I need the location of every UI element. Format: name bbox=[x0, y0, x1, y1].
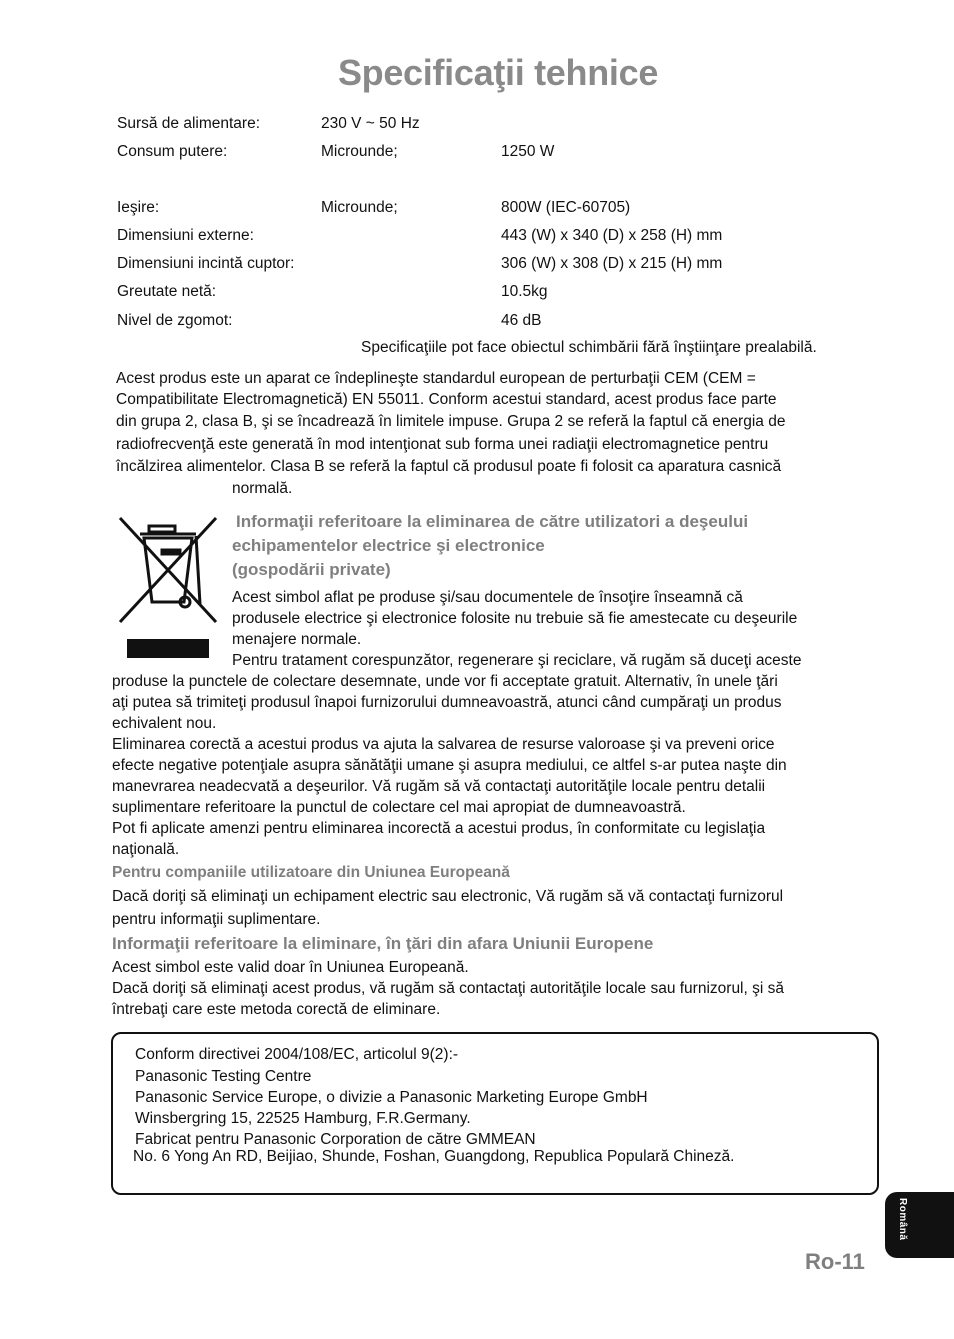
text-line: încălzirea alimentelor. Clasa B se referă la faptul că produsul poate fi folosit ca aparatura casnică bbox=[116, 458, 782, 475]
conform-line: Winsbergring 15, 22525 Hamburg, F.R.Germany. bbox=[135, 1110, 471, 1127]
spec-label: Sursă de alimentare: bbox=[117, 115, 261, 132]
text-line: manevrarea neadecvată a deşeurilor. Vă rugăm să vă contactaţi autorităţile locale pentru detalii bbox=[112, 778, 766, 795]
spec-label: Ieşire: bbox=[117, 199, 160, 216]
text-line: efecte negative potenţiale asupra sănătăţii umane şi asupra mediului, ce altfel s-ar putea naşte din bbox=[112, 757, 787, 774]
spec-mid: Microunde; bbox=[321, 199, 398, 216]
heading-line: Informaţii referitoare la eliminarea de către utilizatori a deşeului bbox=[236, 512, 749, 531]
page-number-value: 11 bbox=[841, 1249, 865, 1274]
spec-value: 46 dB bbox=[501, 312, 542, 329]
spec-label: Dimensiuni externe: bbox=[117, 227, 254, 244]
page-prefix: Ro- bbox=[805, 1249, 842, 1274]
text-line: Acest simbol este valid doar în Uniunea Europeană. bbox=[112, 959, 469, 976]
text-line: echivalent nou. bbox=[112, 715, 217, 732]
spec-value: 10.5kg bbox=[501, 283, 548, 300]
text-line: Acest produs este un aparat ce îndeplineşte standardul european de perturbaţii CEM (CEM = bbox=[116, 370, 756, 387]
noneu-heading: Informaţii referitoare la eliminare, în ţări din afara Uniunii Europene bbox=[112, 934, 654, 953]
text-line: radiofrecvenţă este generată în mod intenţionat sub forma unei radiaţii electromagnetice pentru bbox=[116, 436, 769, 453]
heading-line: (gospodării private) bbox=[232, 560, 391, 579]
spec-value: 443 (W) x 340 (D) x 258 (H) mm bbox=[501, 227, 723, 244]
spec-label: Nivel de zgomot: bbox=[117, 312, 233, 329]
eu-heading: Pentru companiile utilizatoare din Uniunea Europeană bbox=[112, 864, 510, 881]
spec-note: Specificaţiile pot face obiectul schimbării fără înştiinţare prealabilă. bbox=[361, 339, 817, 356]
text-line: Pentru tratament corespunzător, regenerare şi reciclare, vă rugăm să duceţi aceste bbox=[232, 652, 802, 669]
text-line: Acest simbol aflat pe produse şi/sau documentele de însoţire înseamnă că bbox=[232, 589, 743, 606]
conform-line: Panasonic Testing Centre bbox=[135, 1068, 312, 1085]
language-tab-label: Română bbox=[897, 1198, 908, 1241]
spec-value: 306 (W) x 308 (D) x 215 (H) mm bbox=[501, 255, 723, 272]
text-line: Eliminarea corectă a acestui produs va ajuta la salvarea de resurse valoroase şi va preveni orice bbox=[112, 736, 775, 753]
conformity-box bbox=[111, 1032, 879, 1195]
conform-line: Fabricat pentru Panasonic Corporation de către GMMEAN bbox=[135, 1131, 536, 1148]
spec-label: Greutate netă: bbox=[117, 283, 217, 300]
spec-label: Consum putere: bbox=[117, 143, 228, 160]
text-line: produsele electrice şi electronice folosite nu trebuie să fie amestecate cu deşeurile bbox=[232, 610, 798, 627]
spec-value: 1250 W bbox=[501, 143, 555, 160]
text-line: suplimentare referitoare la punctul de colectare cel mai apropiat de dumneavoastră. bbox=[112, 799, 686, 816]
heading-line: echipamentelor electrice şi electronice bbox=[232, 536, 545, 555]
text-line: Dacă doriţi să eliminaţi acest produs, vă rugăm să contactaţi autorităţile locale sau furnizorul, şi să bbox=[112, 980, 784, 997]
spec-mid: Microunde; bbox=[321, 143, 398, 160]
text-line: pentru informaţii suplimentare. bbox=[112, 911, 321, 928]
text-line: Dacă doriţi să eliminaţi un echipament electric sau electronic, Vă rugăm să vă contactaţi furnizorul bbox=[112, 888, 784, 905]
text-line: aţi putea să trimiteţi produsul înapoi furnizorului dumneavoastră, atunci când cumpăraţi un produs bbox=[112, 694, 782, 711]
spec-value: 800W (IEC-60705) bbox=[501, 199, 631, 216]
language-tab bbox=[885, 1192, 954, 1258]
page-number bbox=[805, 1249, 865, 1275]
text-line: naţională. bbox=[112, 841, 180, 858]
text-line: din grupa 2, clasa B, şi se încadrează în limitele impuse. Grupa 2 se referă la faptul că energia de bbox=[116, 413, 786, 430]
text-line: Pot fi aplicate amenzi pentru eliminarea incorectă a acestui produs, în conformitate cu legislaţia bbox=[112, 820, 766, 837]
text-line: produse la punctele de colectare desemnate, unde vor fi acceptate gratuit. Alternativ, în unele ţări bbox=[112, 673, 778, 690]
text-line: normală. bbox=[232, 480, 293, 497]
spec-mid: 230 V ~ 50 Hz bbox=[321, 115, 420, 132]
text-line: Compatibilitate Electromagnetică) EN 55011. Conform acestui standard, acest produs face parte bbox=[116, 391, 777, 408]
text-line: menajere normale. bbox=[232, 631, 362, 648]
page-title: Specificaţii tehnice bbox=[337, 52, 659, 93]
conform-line: No. 6 Yong An RD, Beijiao, Shunde, Foshan, Guangdong, Republica Populară Chineză. bbox=[133, 1148, 735, 1165]
text-line: întrebaţi care este metoda corectă de eliminare. bbox=[112, 1001, 441, 1018]
spec-label: Dimensiuni incintă cuptor: bbox=[117, 255, 295, 272]
conform-line: Conform directivei 2004/108/EC, articolul 9(2):- bbox=[135, 1046, 459, 1063]
conform-line: Panasonic Service Europe, o divizie a Panasonic Marketing Europe GmbH bbox=[135, 1089, 648, 1106]
crossed-out-wheelie-bin-icon bbox=[112, 512, 222, 662]
